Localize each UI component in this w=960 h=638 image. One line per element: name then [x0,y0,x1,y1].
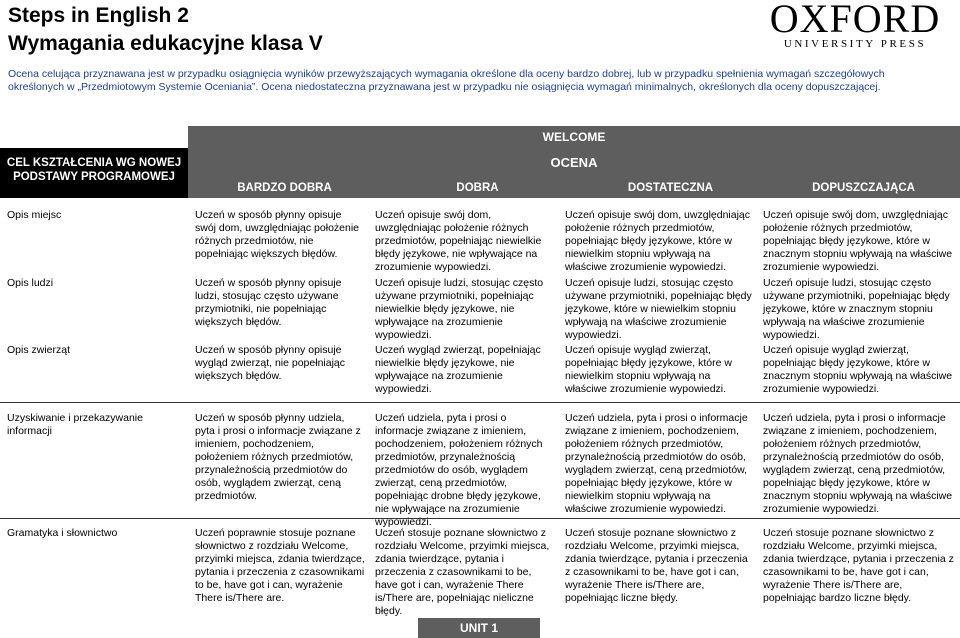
unit-footer-tab: UNIT 1 [418,618,540,638]
grade-levels-header [188,178,960,198]
grade-cell-bardzo-dobra: Uczeń poprawnie stosuje poznane słownictwo z rozdziału Welcome, przyimki miejsca, zdania twierdzące, pytania i przeczenia z czasownikami to be, have got i can, wyrażenie There is/There are. [195,527,365,604]
grade-cell-dopuszczajaca: Uczeń opisuje wygląd zwierząt, popełniając błędy językowe, które w znacznym stopniu wpływają na właściwe zrozumienie wypowiedzi. [763,344,953,395]
level-dostateczna: DOSTATECZNA [627,182,714,194]
goal-cell: Opis zwierząt [7,344,71,356]
title-line-2: Wymagania edukacyjne klasa V [8,32,323,55]
goal-cell: Opis miejsc [7,209,62,221]
grade-cell-dostateczna: Uczeń stosuje poznane słownictwo z rozdziału Welcome, przyimki miejsca, zdania twierdzące, pytania i przeczenia z czasownikami to be, have got i can, wyrażenie There is/There are, popełniając liczne błędy. [565,527,748,604]
grade-cell-dopuszczajaca: Uczeń udziela, pyta i prosi o informacje związane z imieniem, pochodzeniem, położeniem różnych przedmiotów, przynależnością przedmiotów do osób, wyglądem zwierząt, ceną przedmiotów, popełniając błędy językowe, które w znacznym stopniu wpływają na właściwe zrozumienie wypowiedzi. [763,412,953,515]
grade-cell-dobra: Uczeń opisuje swój dom, uwzględniając położenie różnych przedmiotów, popełniając niewielkie błędy językowe, nie wpływające na zrozumienie wypowiedzi. [375,209,542,273]
logo-brand: OXFORD [769,0,941,41]
grade-cell-dobra: Uczeń opisuje ludzi, stosując często używane przymiotniki, popełniając niewielkie błędy językowe, nie wpływające na zrozumienie wypowiedzi. [375,277,544,341]
goal-cell: Opis ludzi [7,277,54,289]
logo-press: UNIVERSITY PRESS [783,38,927,50]
grade-cell-dostateczna: Uczeń udziela, pyta i prosi o informacje związane z imieniem, pochodzeniem, położeniem różnych przedmiotów, przynależnością przedmiotów do osób, wyglądem zwierząt, ceną przedmiotów, popełniając błędy językowe, które w niewielkim stopniu wpływają na właściwe zrozumienie wypowiedzi. [565,412,748,515]
row-divider [0,402,960,403]
grade-cell-dopuszczajaca: Uczeń opisuje ludzi, stosując często używane przymiotniki, popełniając błędy językowe, które w znacznym stopniu wpływają na właściwe zrozumienie wypowiedzi. [763,277,950,341]
level-bardzo-dobra: BARDZO DOBRA [237,182,332,194]
oxford-logo [758,2,952,50]
grade-cell-bardzo-dobra: Uczeń w sposób płynny udziela, pyta i prosi o informacje związane z imieniem, pochodzeniem, położeniem różnych przedmiotów, przynależnością przedmiotów do osób, wyglądem zwierząt, ceną przedmiotów. [195,412,361,502]
grade-cell-dobra: Uczeń stosuje poznane słownictwo z rozdziału Welcome, przyimki miejsca, zdania twierdzące, pytania i przeczenia z czasownikami to be, have got i can, wyrażenie There is/There are, popełniając nieliczne błędy. [375,527,550,617]
grade-header: OCENA [188,148,960,178]
grade-cell-dostateczna: Uczeń opisuje swój dom, uwzględniając położenie różnych przedmiotów, popełniając błędy językowe, które w niewielkim stopniu wpływają na właściwe zrozumienie wypowiedzi. [565,209,751,273]
document-title [8,2,323,58]
intro-paragraph: Ocena celująca przyznawana jest w przypadku osiągnięcia wyników przewyższających wymagania określone dla oceny bardzo dobrej, lub w przypadku spełnienia wymagań szczegółowych określonych w „Przedmiotowym Systemie Oceniania”. Ocena niedostateczna przyznawana jest w przypadku nie osiągnięcia wymagań minimalnych, określonych dla oceny dopuszczającej. [8,68,885,93]
grade-cell-bardzo-dobra: Uczeń w sposób płynny opisuje wygląd zwierząt, nie popełniając większych błędów. [195,344,345,382]
grade-cell-dostateczna: Uczeń opisuje wygląd zwierząt, popełniając błędy językowe, które w niewielkim stopniu wpływają na właściwe zrozumienie wypowiedzi. [565,344,732,395]
grade-cell-dostateczna: Uczeń opisuje ludzi, stosując często używane przymiotniki, popełniając błędy językowe, które w niewielkim stopniu wpływają na właściwe zrozumienie wypowiedzi. [565,277,752,341]
grade-cell-dopuszczajaca: Uczeń stosuje poznane słownictwo z rozdziału Welcome, przyimki miejsca, zdania twierdzące, pytania i przeczenia z czasownikami to be, have got i can, wyrażenie There is/There are, popełniając bardzo liczne błędy. [763,527,954,604]
title-line-1: Steps in English 2 [8,4,189,27]
goal-cell: Gramatyka i słownictwo [7,527,118,539]
level-dobra: DOBRA [456,182,499,194]
grade-cell-dopuszczajaca: Uczeń opisuje swój dom, uwzględniając położenie różnych przedmiotów, popełniając błędy językowe, które w znacznym stopniu wpływają na właściwe zrozumienie wypowiedzi. [763,209,953,273]
goal-column-header: CEL KSZTAŁCENIA WG NOWEJ PODSTAWY PROGRAMOWEJ [0,148,188,198]
grade-cell-bardzo-dobra: Uczeń w sposób płynny opisuje swój dom, uwzględniając położenie różnych przedmiotów, nie popełniając większych błędów. [195,209,360,260]
grade-cell-dobra: Uczeń wygląd zwierząt, popełniając niewielkie błędy językowe, nie wpływające na zrozumienie wypowiedzi. [375,344,541,395]
section-title: WELCOME [188,126,960,148]
goal-cell: Uzyskiwanie i przekazywanie informacji [7,412,143,437]
grade-cell-bardzo-dobra: Uczeń w sposób płynny opisuje ludzi, stosując często używane przymiotniki, nie popełniając większych błędów. [195,277,342,328]
grade-cell-dobra: Uczeń udziela, pyta i prosi o informacje związane z imieniem, pochodzeniem, położeniem różnych przedmiotów, przynależnością przedmiotów do osób, wyglądem zwierząt, ceną przedmiotów, popełniając drobne błędy językowe, nie wpływające na zrozumienie wypowiedzi. [375,412,543,528]
level-dopuszczajaca: DOPUSZCZAJĄCA [812,182,915,194]
row-divider [0,518,960,519]
